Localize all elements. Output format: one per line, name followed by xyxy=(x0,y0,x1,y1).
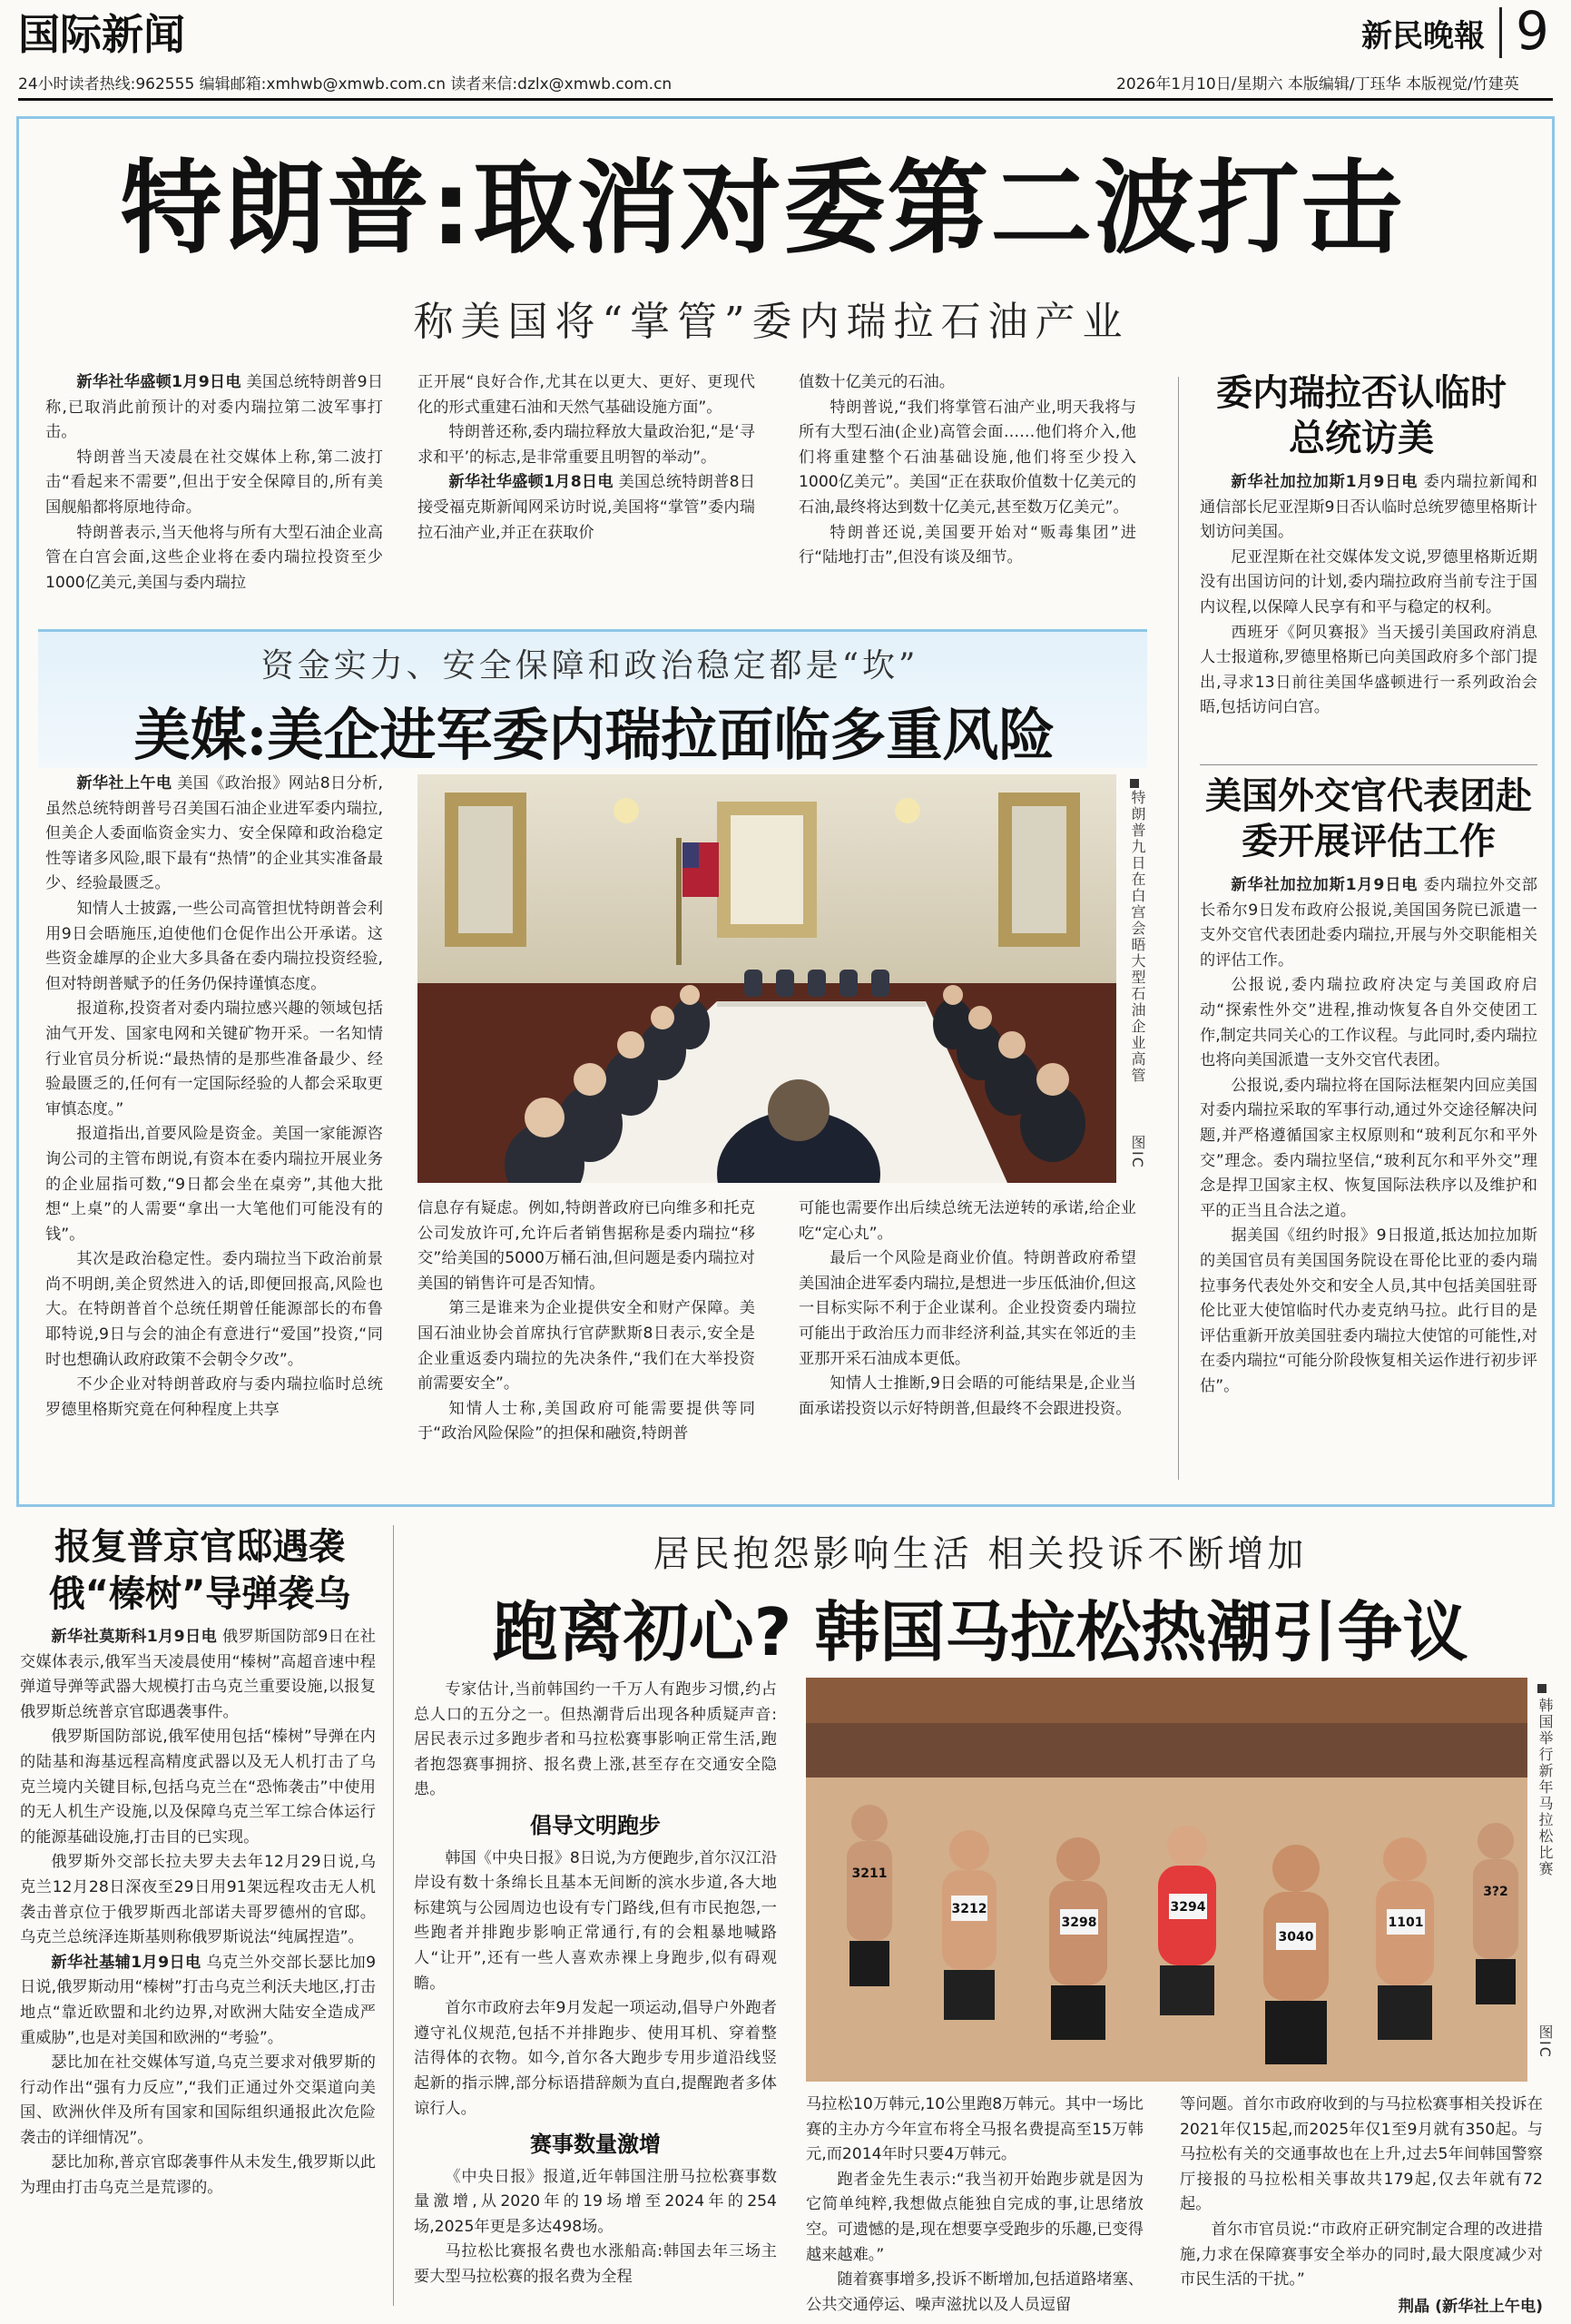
paragraph xyxy=(20,2151,376,2201)
bib-number: 1101 xyxy=(1388,1915,1424,1930)
paragraph xyxy=(20,1625,376,1725)
paragraph xyxy=(45,370,383,446)
risk-kicker: 资金实力、安全保障和政治稳定都是“坎” xyxy=(260,647,919,684)
paragraph xyxy=(1200,1074,1537,1225)
paragraph-text: 马拉松10万韩元,10公里跑8万韩元。其中一场比赛的主办方今年宣布将全马报名费提高至15万韩元,而2014年时只要4万韩元。 xyxy=(806,2095,1144,2164)
paragraph xyxy=(414,1996,777,2122)
dateline: 新华社加拉加斯1月9日电 xyxy=(1231,473,1419,491)
dateline: 新华社上午电 xyxy=(76,774,172,793)
paragraph-text: 最后一个风险是商业价值。特朗普政府希望美国油企进军委内瑞拉,是想进一步压低油价,但这一目标实际不利于企业谋利。企业投资委内瑞拉可能出于政治压力而非经济利益,其实在邻近的圭亚那开采石油成本更低。 xyxy=(799,1249,1136,1368)
russia-headline xyxy=(18,1523,381,1618)
side-divider xyxy=(1200,764,1537,765)
bib-number: 3212 xyxy=(951,1902,987,1916)
paragraph xyxy=(45,997,383,1122)
paragraph-text: 委内瑞拉外交部长希尔9日发布政府公报说,美国国务院已派遣一支外交官代表团赴委内瑞拉,开展与外交职能相关的评估工作。 xyxy=(1200,876,1537,970)
paragraph-text: 尼亚涅斯在社交媒体发文说,罗德里格斯近期没有出国访问的计划,委内瑞拉政府当前专注于国内议程,以保障人民享有和平与稳定的权利。 xyxy=(1200,547,1537,616)
paragraph xyxy=(417,470,755,546)
reader-hotline: 24小时读者热线:962555 编辑邮箱:xmhwb@xmwb.com.cn 读者来信:dzlx@xmwb.com.cn xyxy=(18,75,673,94)
paragraph-text: 知情人士推断,9日会晤的可能结果是,企业当面承诺投资以示好特朗普,但最终不会跟进投资。 xyxy=(799,1374,1136,1418)
paragraph xyxy=(806,2168,1144,2268)
paragraph xyxy=(45,521,383,596)
paragraph xyxy=(1200,470,1537,546)
dateline: 新华社莫斯科1月9日电 xyxy=(51,1628,218,1646)
paragraph-text: 随着赛事增多,投诉不断增加,包括道路堵塞、公共交通停运、噪声滋扰以及人员逗留 xyxy=(806,2270,1144,2314)
lead-subheadline: 称美国将“掌管”委内瑞拉石油产业 xyxy=(413,299,1130,345)
paragraph xyxy=(799,370,1136,396)
meeting-photo-credit: 图IC xyxy=(1129,1135,1146,1169)
paragraph-text: 俄罗斯外交部长拉夫罗夫去年12月29日说,乌克兰12月28日深夜至29日用91架远程攻击无人机袭击普京位于俄罗斯西北部诺夫哥罗德州的官邸。乌克兰总统泽连斯基则称俄罗斯说法“纯属捏造”。 xyxy=(20,1853,376,1947)
dateline: 新华社基辅1月9日电 xyxy=(51,1953,201,1972)
column-divider xyxy=(393,1525,394,2306)
paragraph xyxy=(806,2093,1144,2168)
paragraph-text: 专家估计,当前韩国约一千万人有跑步习惯,约占总人口的五分之一。但热潮背后出现各种质疑声音:居民表示过多跑步者和马拉松赛事影响正常生活,跑者抱怨赛事拥挤、报名费上涨,甚至存在交通安全隐患。 xyxy=(414,1680,777,1799)
lead-column-2 xyxy=(417,370,755,546)
paragraph-text: 西班牙《阿贝赛报》当天援引美国政府消息人士报道称,罗德里格斯已向美国政府多个部门提出,寻求13日前往美国华盛顿进行一系列政治会晤,包括访问白宫。 xyxy=(1200,623,1537,717)
paragraph-text: 其次是政治稳定性。委内瑞拉当下政治前景尚不明朗,美企贸然进入的话,即便回报高,风险也大。在特朗普首个总统任期曾任能源部长的布鲁耶特说,9日与会的油企有意进行“爱国”投资,“同时也想确认政府政策不会朝令夕改”。 xyxy=(45,1250,383,1369)
meeting-photo-caption: 特朗普九日在白宫会晤大型石油企业高管 xyxy=(1129,790,1146,1084)
paragraph xyxy=(1180,2093,1543,2218)
paragraph-text: 特朗普当天凌晨在社交媒体上称,第二波打击“看起来不需要”,但出于安全保障目的,所有美国舰船都将原地待命。 xyxy=(45,448,383,517)
paragraph xyxy=(1180,2218,1543,2293)
paragraph-text: 乌克兰外交部长瑟比加9日说,俄罗斯动用“榛树”打击乌克兰利沃夫地区,打击地点“靠近欧盟和北约边界,对欧洲大陆安全造成严重威胁”,也是对美国和欧洲的“考验”。 xyxy=(20,1953,376,2047)
paragraph xyxy=(414,2165,777,2240)
lead-headline: 特朗普:取消对委第二波打击 xyxy=(120,150,1405,268)
lead-column-1 xyxy=(45,370,383,596)
paragraph-text: 俄罗斯国防部9日在社交媒体表示,俄军当天凌晨使用“榛树”高超音速中程弹道导弹等武器大规模打击乌克兰重要设施,以报复俄罗斯总统普京官邸遇袭事件。 xyxy=(20,1628,376,1721)
paragraph xyxy=(45,772,383,897)
header-rule xyxy=(18,98,1553,101)
paragraph-text: 值数十亿美元的石油。 xyxy=(799,373,955,391)
paragraph-text: 俄罗斯国防部说,俄军使用包括“榛树”导弹在内的陆基和海基远程高精度武器以及无人机打击了乌克兰境内关键目标,包括乌克兰在“恐怖袭击”中使用的无人机生产设施,以及保障乌克兰军工综合体运行的能源基础设施,打击目的已实现。 xyxy=(20,1728,376,1846)
marathon-illustration xyxy=(806,1678,1527,2082)
date-editor-info: 2026年1月10日/星期六 本版编辑/丁珏华 本版视觉/竹建英 xyxy=(1116,75,1519,94)
paragraph-text: 首尔市政府去年9月发起一项运动,倡导户外跑者遵守礼仪规范,包括不并排跑步、使用耳机、穿着整洁得体的衣物。如今,首尔各大跑步专用步道沿线竖起新的指示牌,部分标语措辞颇为直白,提醒跑者多体谅行人。 xyxy=(414,1999,777,2118)
side1-headline: 委内瑞拉否认临时总统访美 xyxy=(1216,372,1507,459)
russia-body xyxy=(20,1625,376,2201)
paragraph xyxy=(417,1397,755,1447)
paragraph-text: 报道指出,首要风险是资金。美国一家能源咨询公司的主管布朗说,有资本在委内瑞拉开展业务的企业屈指可数,“9日都会坐在桌旁”,其他大批想“上桌”的人需要“拿出一大笔他们可能没有的钱”。 xyxy=(45,1125,383,1244)
dateline: 新华社华盛顿1月8日电 xyxy=(448,473,614,492)
side2-headline: 美国外交官代表团赴委开展评估工作 xyxy=(1205,775,1532,862)
paragraph xyxy=(1200,1224,1537,1399)
paragraph-text: 瑟比加在社交媒体写道,乌克兰要求对俄罗斯的行动作出“强有力反应”,“我们正通过外交渠道向美国、欧洲伙伴及所有国家和国际组织通报此次危险袭击的详细情况”。 xyxy=(20,2053,376,2147)
paragraph xyxy=(799,396,1136,521)
paragraph-text: 美国总统特朗普8日接受福克斯新闻网采访时说,美国将“掌管”委内瑞拉石油产业,并正在获取价 xyxy=(417,473,756,542)
risk-column-2 xyxy=(417,1196,755,1447)
bib-number: 3298 xyxy=(1061,1915,1097,1930)
paragraph-text: 公报说,委内瑞拉将在国际法框架内回应美国对委内瑞拉采取的军事行动,通过外交途径解决问题,并严格遵循国家主权原则和“玻利瓦尔和平外交”理念。委内瑞拉坚信,“玻利瓦尔和平外交”理念是捍卫国家主权、恢复国际法秩序以及维护和平的正当且合法之道。 xyxy=(1200,1076,1537,1220)
paragraph xyxy=(45,1122,383,1247)
paragraph-text: 可能也需要作出后续总统无法逆转的承诺,给企业吃“定心丸”。 xyxy=(799,1199,1136,1243)
russia-headline-text: 报复普京官邸遇袭 俄“榛树”导弹袭乌 xyxy=(48,1526,351,1615)
korea-kicker: 居民抱怨影响生活 相关投诉不断增加 xyxy=(653,1533,1308,1575)
byline: 荆晶 (新华社上午电) xyxy=(1398,2297,1543,2316)
section-title: 国际新闻 xyxy=(18,10,185,59)
paragraph-text: 马拉松比赛报名费也水涨船高:韩国去年三场主要大型马拉松赛的报名费为全程 xyxy=(414,2242,777,2287)
bib-number: 3211 xyxy=(851,1866,888,1881)
paragraph-text: 《中央日报》报道,近年韩国注册马拉松赛事数量激增,从2020年的19场增至2024年的254场,2025年更是多达498场。 xyxy=(414,2167,777,2236)
risk-headline: 美媒:美企进军委内瑞拉面临多重风险 xyxy=(133,702,1056,768)
paragraph xyxy=(799,521,1136,571)
paragraph-text: 跑者金先生表示:“我当初开始跑步就是因为它简单纯粹,我想做点能独自完成的事,让思绪放空。可遗憾的是,现在想要享受跑步的乐趣,已变得越来越难。” xyxy=(806,2170,1144,2264)
paragraph xyxy=(414,1846,777,1997)
paragraph-text: 美国总统特朗普9日称,已取消此前预计的对委内瑞拉第二波军事打击。 xyxy=(45,373,384,442)
paragraph xyxy=(20,1725,376,1850)
white-house-meeting-photo xyxy=(417,774,1116,1183)
paragraph xyxy=(45,1247,383,1373)
paragraph-text: 等问题。首尔市政府收到的与马拉松赛事相关投诉在2021年仅15起,而2025年仅1至9月就有350起。与马拉松有关的交通事故也在上升,过去5年间韩国警察厅接报的马拉松相关事故共179起,仅去年就有72起。 xyxy=(1180,2095,1543,2214)
marathon-photo xyxy=(806,1678,1527,2082)
bib-number: 3040 xyxy=(1278,1930,1314,1945)
paragraph xyxy=(417,1296,755,1396)
paragraph-text: 报道称,投资者对委内瑞拉感兴趣的领域包括油气开发、国家电网和关键矿物开采。一名知情行业官员分析说:“最热情的是那些准备最少、经验最匮乏的,任何有一定国际经验的人都会采取更审慎态度。” xyxy=(45,1000,383,1118)
paragraph xyxy=(45,446,383,521)
side1-body xyxy=(1200,470,1537,721)
paragraph xyxy=(45,1373,383,1423)
page-divider-mark xyxy=(1499,7,1502,58)
marathon-photo-credit: 图IC xyxy=(1537,2024,1554,2059)
paragraph xyxy=(414,1678,777,1803)
paragraph xyxy=(417,370,755,420)
korea-headline: 跑离初心? 韩国马拉松热潮引争议 xyxy=(492,1594,1468,1670)
caption-marker xyxy=(1130,779,1139,788)
paragraph-text: 韩国《中央日报》8日说,为方便跑步,首尔汉江沿岸设有数十条绵长且基本无间断的滨水步道,各大地标建筑与公园周边也设有专门路线,但有市民抱怨,一些跑者并排跑步影响正常通行,有的会粗暴地喊路人“让开”,还有一些人喜欢赤裸上身跑步,似有碍观瞻。 xyxy=(414,1848,778,1993)
korea-column-1 xyxy=(414,1678,777,2290)
paragraph xyxy=(20,1951,376,2051)
newspaper-logo: 新民晚報 xyxy=(1361,18,1485,54)
paragraph-text: 正开展“良好合作,尤其在以更大、更好、更现代化的形式重建石油和天然气基础设施方面”。 xyxy=(417,373,755,417)
paragraph-text: 不少企业对特朗普政府与委内瑞拉临时总统罗德里格斯究竟在何种程度上共享 xyxy=(45,1375,383,1419)
subhead-race-surge: 赛事数量激增 xyxy=(530,2132,661,2158)
meeting-illustration xyxy=(417,774,1116,1183)
dateline: 新华社加拉加斯1月9日电 xyxy=(1231,876,1419,894)
subhead-civil-running: 倡导文明跑步 xyxy=(530,1812,661,1838)
korea-column-2 xyxy=(806,2093,1144,2318)
page-number: 9 xyxy=(1516,0,1549,62)
paragraph xyxy=(1200,546,1537,621)
risk-column-3 xyxy=(799,1196,1136,1422)
korea-column-3 xyxy=(1180,2093,1543,2319)
paragraph xyxy=(1200,873,1537,973)
paragraph-text: 公报说,委内瑞拉政府决定与美国政府启动“探索性外交”进程,推动恢复各自外交使团工作,制定共同关心的工作议程。与此同时,委内瑞拉也将向美国派遣一支外交官代表团。 xyxy=(1200,976,1537,1070)
paragraph-text: 特朗普表示,当天他将与所有大型石油企业高管在白宫会面,这些企业将在委内瑞拉投资至少1000亿美元,美国与委内瑞拉 xyxy=(45,523,383,592)
paragraph-text: 据美国《纽约时报》9日报道,抵达加拉加斯的美国官员有美国国务院设在哥伦比亚的委内瑞拉事务代表处外交和安全人员,其中包括美国驻哥伦比亚大使馆临时代办麦克纳马拉。此行目的是评估重新开放美国驻委内瑞拉大使馆的可能性,对在委内瑞拉“可能分阶段恢复相关运作进行初步评估”。 xyxy=(1200,1226,1537,1395)
paragraph xyxy=(799,1196,1136,1246)
paragraph xyxy=(799,1372,1136,1422)
paragraph xyxy=(414,2240,777,2290)
paragraph xyxy=(806,2268,1144,2318)
paragraph-text: 特朗普说,“我们将掌管石油产业,明天我将与所有大型石油(企业)高管会面……他们将介入,他们将重建整个石油基础设施,他们将至少投入1000亿美元”。美国“正在获取价值数十亿美元的石油,最终将达到数十亿美元,甚至数万亿美元”。 xyxy=(799,398,1136,517)
paragraph-text: 知情人士披露,一些公司高管担忧特朗普会利用9日会晤施压,迫使他们仓促作出公开承诺。这些资金雄厚的企业大多具备在委内瑞拉投资经验,但对特朗普赋予的任务仍保持谨慎态度。 xyxy=(45,899,383,993)
paragraph-text: 美国《政治报》网站8日分析,虽然总统特朗普号召美国石油企业进军委内瑞拉,但美企人委面临资金实力、安全保障和政治稳定性等诸多风险,眼下最有“热情”的企业其实准备最少、经验最匮乏。 xyxy=(45,774,383,893)
paragraph xyxy=(45,897,383,997)
risk-column-1 xyxy=(45,772,383,1423)
paragraph-text: 特朗普还说,美国要开始对“贩毒集团”进行“陆地打击”,但没有谈及细节。 xyxy=(799,523,1136,567)
side2-body xyxy=(1200,873,1537,1399)
paragraph xyxy=(1200,973,1537,1073)
bib-number: 3?2 xyxy=(1483,1885,1508,1899)
paragraph xyxy=(417,1196,755,1296)
paragraph xyxy=(799,1246,1136,1372)
paragraph xyxy=(20,2051,376,2151)
lead-column-3 xyxy=(799,370,1136,571)
paragraph-text: 知情人士称,美国政府可能需要提供等同于“政治风险保险”的担保和融资,特朗普 xyxy=(417,1399,755,1443)
marathon-photo-caption: 韩国举行新年马拉松比赛 xyxy=(1537,1698,1554,1877)
caption-marker xyxy=(1537,1684,1546,1693)
paragraph-text: 委内瑞拉新闻和通信部长尼亚涅斯9日否认临时总统罗德里格斯计划访问美国。 xyxy=(1200,473,1537,542)
paragraph-text: 第三是谁来为企业提供安全和财产保障。美国石油业协会首席执行官萨默斯8日表示,安全是企业重返委内瑞拉的先决条件,“我们在大举投资前需要安全”。 xyxy=(417,1299,755,1393)
paragraph xyxy=(417,420,755,470)
bib-number: 3294 xyxy=(1170,1900,1206,1915)
paragraph xyxy=(20,1850,376,1950)
column-divider xyxy=(1178,377,1179,1480)
paragraph-text: 特朗普还称,委内瑞拉释放大量政治犯,“是‘寻求和平’的标志,是非常重要且明智的举动”。 xyxy=(417,423,755,467)
paragraph-text: 首尔市官员说:“市政府正研究制定合理的改进措施,力求在保障赛事安全举办的同时,最大限度减少对市民生活的干扰。” xyxy=(1180,2220,1543,2290)
dateline: 新华社华盛顿1月9日电 xyxy=(76,373,241,391)
paragraph xyxy=(1200,621,1537,721)
paragraph-text: 信息存有疑虑。例如,特朗普政府已向维多和托克公司发放许可,允许后者销售据称是委内瑞拉“移交”给美国的5000万桶石油,但问题是委内瑞拉对美国的销售许可是否知情。 xyxy=(417,1199,755,1293)
paragraph-text: 瑟比加称,普京官邸袭事件从未发生,俄罗斯以此为理由打击乌克兰是荒谬的。 xyxy=(20,2153,376,2198)
